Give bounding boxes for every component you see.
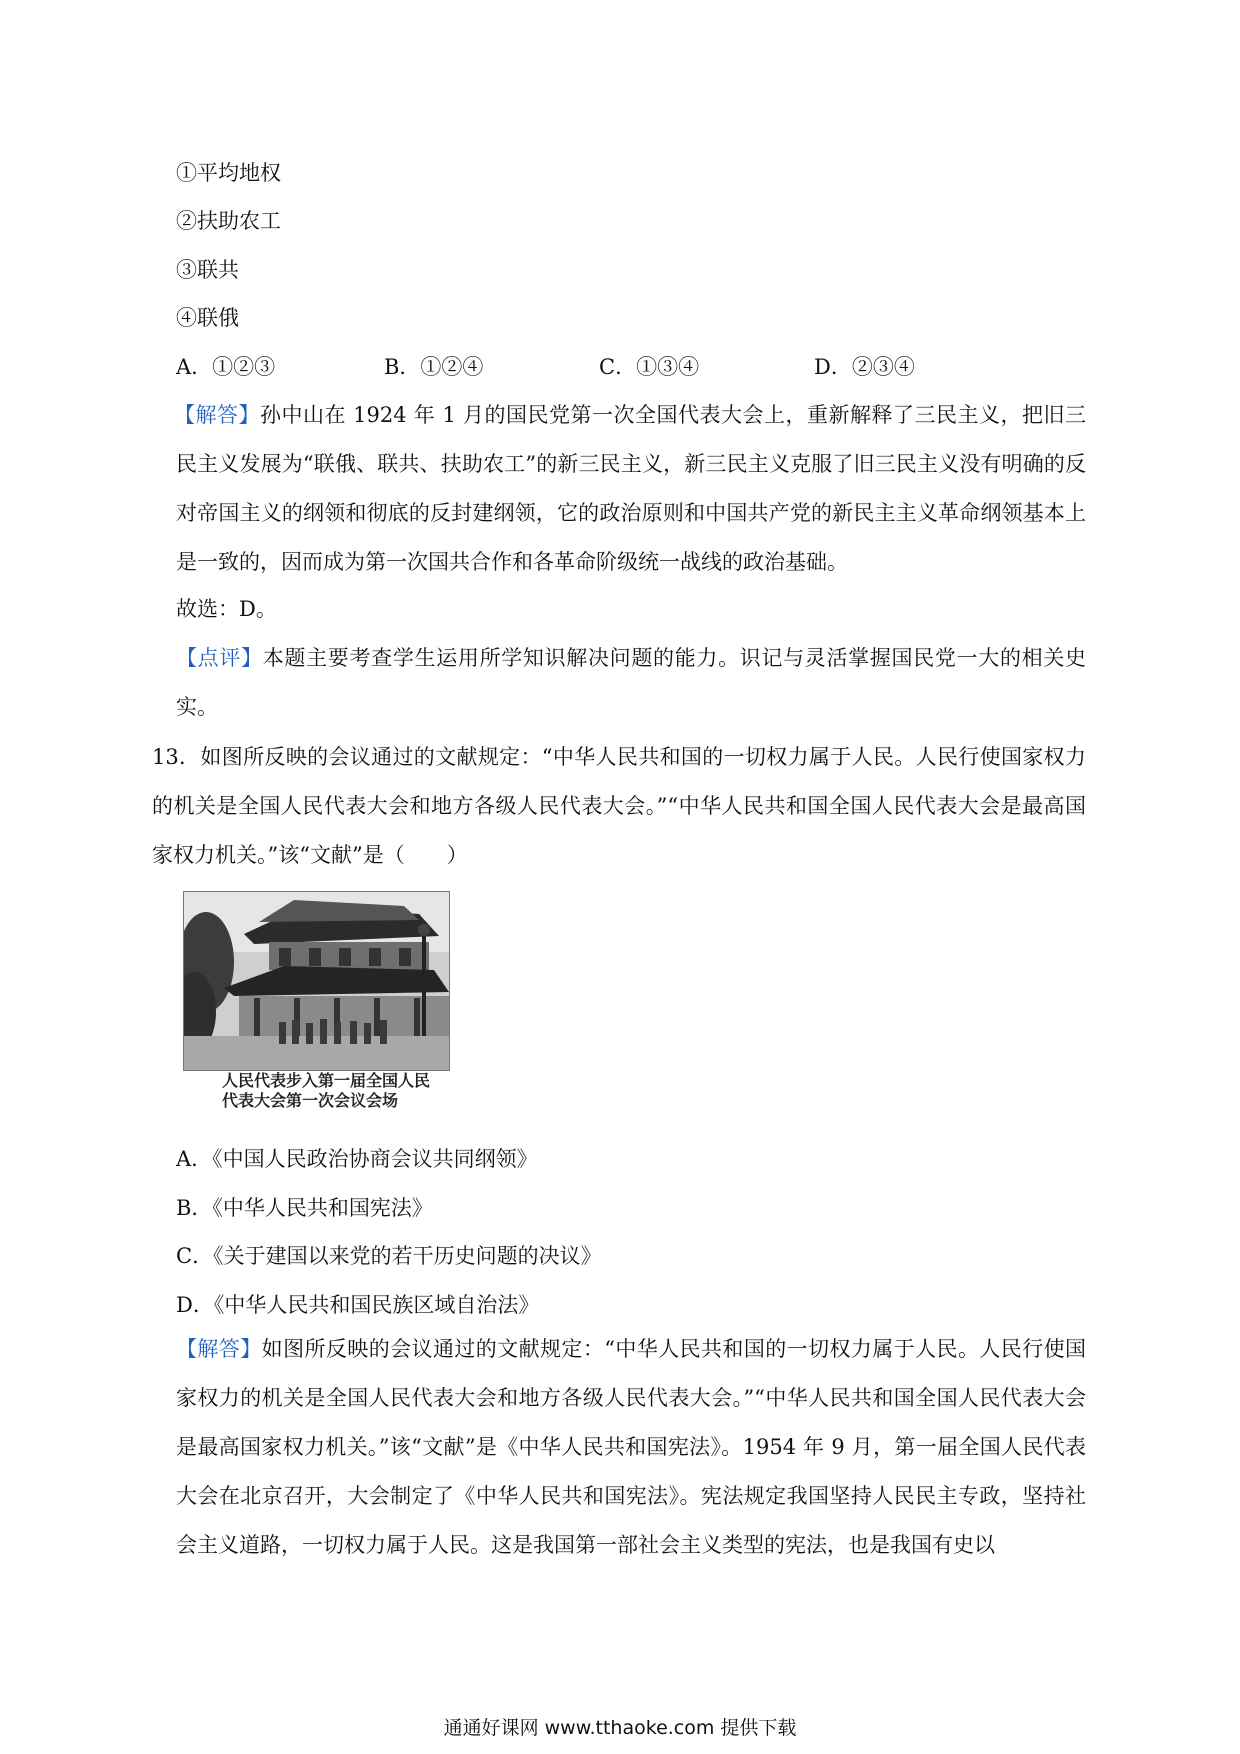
q12-comment-text: 本题主要考查学生运用所学知识解决问题的能力。识记与灵活掌握国民党一大的相关史实。	[176, 646, 1086, 719]
comment-tag: 【点评】	[176, 646, 263, 670]
page-footer: 通通好课网 www.tthaoke.com 提供下载	[443, 1717, 797, 1739]
q12-option-a: A．①②③	[176, 355, 276, 379]
q12-option-b: B．①②④	[384, 355, 484, 379]
answer-tag: 【解答】	[174, 403, 260, 427]
item-2: ②扶助农工	[176, 209, 281, 233]
meeting-hall-photo	[183, 891, 450, 1071]
q12-options	[176, 353, 915, 381]
q13-option-b: B．《中华人民共和国宪法》	[176, 1196, 433, 1220]
q13-option-a: A．《中国人民政治协商会议共同纲领》	[176, 1147, 538, 1171]
q13-option-d: D．《中华人民共和国民族区域自治法》	[176, 1293, 540, 1317]
photo-caption	[222, 1071, 462, 1111]
item-4: ④联俄	[176, 306, 239, 330]
q12-answer-text: 孙中山在 1924 年 1 月的国民党第一次全国代表大会上，重新解释了三民主义，把旧三民主义发展为“联俄、联共、扶助农工”的新三民主义，新三民主义克服了旧三民主义没有明确的反对帝国主义的纲领和彻底的反封建纲领，它的政治原则和中国共产党的新民主主义革命纲领基本上是一致的，因而成为第一次国共合作和各革命阶级统一战线的政治基础。	[176, 403, 1086, 574]
photo-caption-line-2: 代表大会第一次会议会场	[222, 1091, 399, 1110]
item-1: ①平均地权	[176, 161, 281, 185]
q12-option-c: C．①③④	[599, 355, 700, 379]
q12-answer	[176, 391, 1086, 587]
q13-answer-text: 如图所反映的会议通过的文献规定：“中华人民共和国的一切权力属于人民。人民行使国家权力的机关是全国人民代表大会和地方各级人民代表大会。”“中华人民共和国全国人民代表大会是最高国家权力机关。”该“文献”是《中华人民共和国宪法》。1954 年 9 月，第一届全国人民代表大会在北京召开，大会制定了《中华人民共和国宪法》。宪法规定我国坚持人民民主专政，坚持社会主义道路，一切权力属于人民。这是我国第一部社会主义类型的宪法，也是我国有史以	[176, 1337, 1087, 1557]
q13-stem: 13．如图所反映的会议通过的文献规定：“中华人民共和国的一切权力属于人民。人民行使国家权力的机关是全国人民代表大会和地方各级人民代表大会。”“中华人民共和国全国人民代表大会是最高国家权力机关。”该“文献”是（ ）	[152, 745, 1086, 867]
q13-answer	[176, 1325, 1086, 1570]
answer-tag: 【解答】	[176, 1337, 262, 1361]
photo-caption-line-1: 人民代表步入第一届全国人民	[222, 1071, 431, 1090]
q13-option-c: C．《关于建国以来党的若干历史问题的决议》	[176, 1244, 602, 1268]
q12-option-d: D．②③④	[814, 355, 915, 379]
item-3: ③联共	[176, 258, 239, 282]
q12-choice: 故选：D。	[176, 597, 277, 621]
q12-comment	[176, 634, 1086, 732]
meeting-hall-illustration	[184, 892, 449, 1070]
